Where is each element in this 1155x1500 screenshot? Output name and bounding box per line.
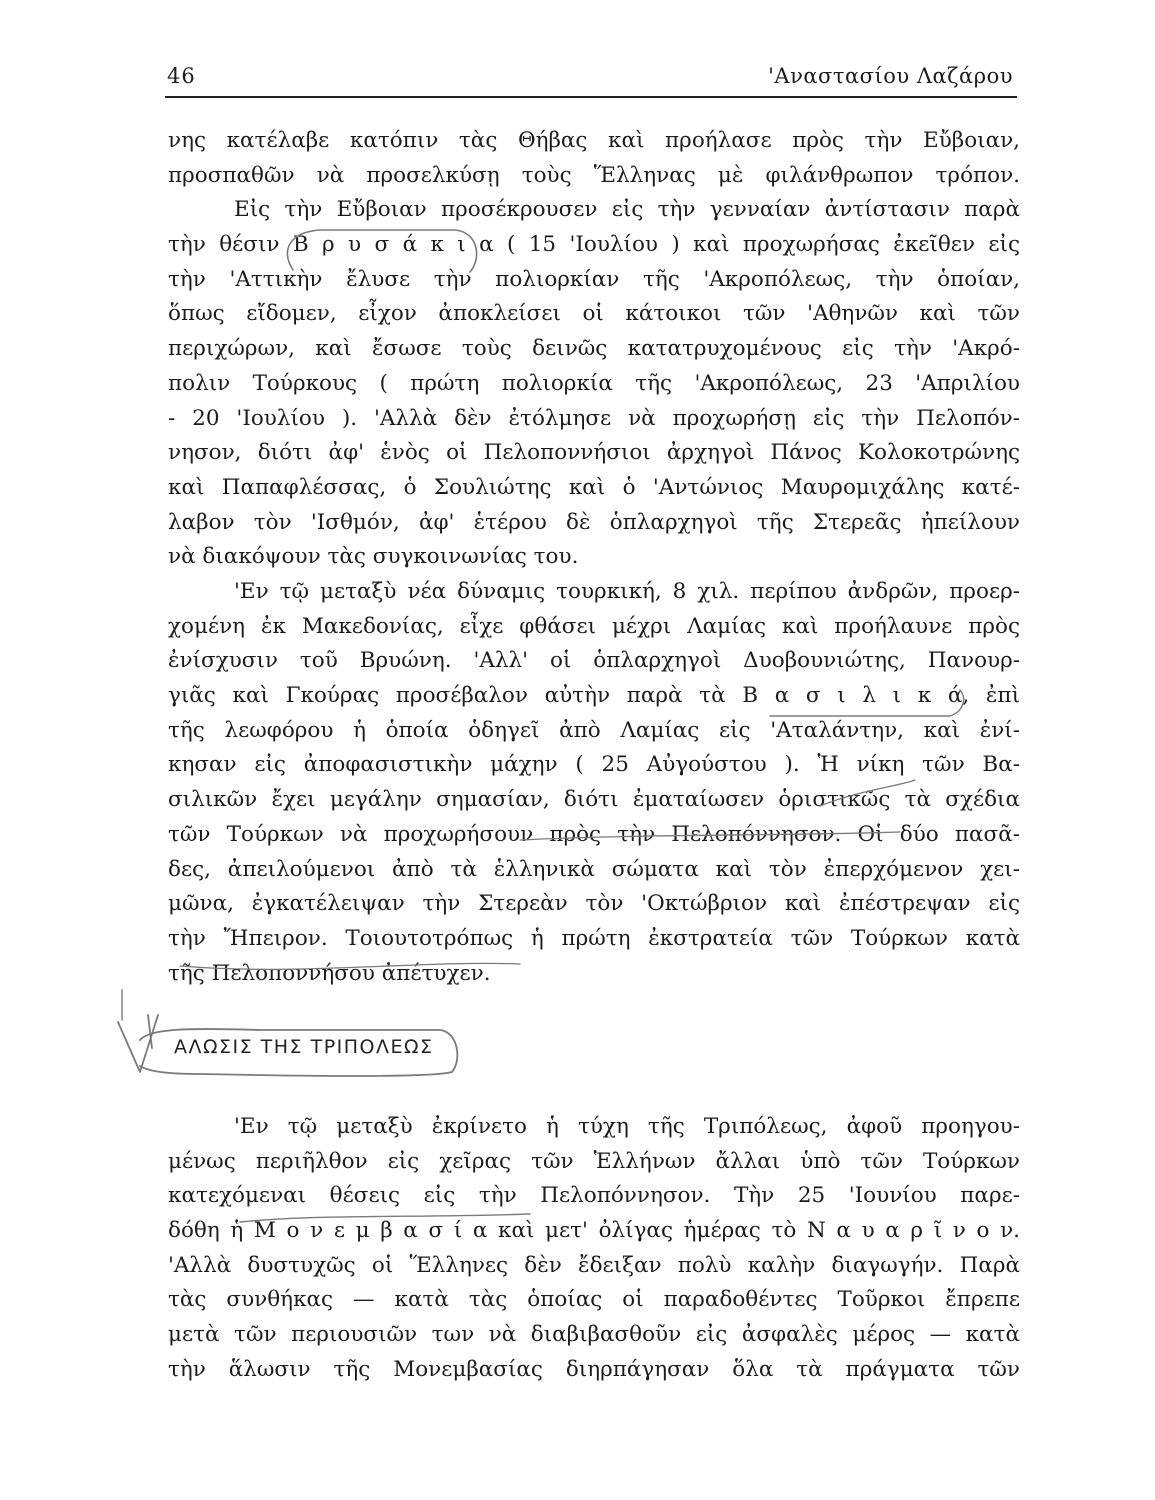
- text-line: σιλικῶν ἔχει μεγάλην σημασίαν, διότι ἐματαίωσεν ὁριστικῶς τὰ σχέδια: [168, 787, 1020, 813]
- paragraph-3: [168, 1110, 1020, 1388]
- text-line: 'Εν τῷ μεταξὺ ἐκρίνετο ἡ τύχη τῆς Τριπόλεως, ἀφοῦ προηγου-: [234, 1114, 1020, 1139]
- text-line: τὰς συνθήκας — κατὰ τὰς ὁποίας οἱ παραδοθέντες Τοῦρκοι ἔπρεπε: [168, 1287, 1020, 1313]
- text-line: καὶ Παπαφλέσσας, ὁ Σουλιώτης καὶ ὁ 'Αντώνιος Μαυρομιχάλης κατέ-: [168, 474, 1020, 500]
- text-line: ἐνίσχυσιν τοῦ Βρυώνη. 'Αλλ' οἱ ὁπλαρχηγοὶ Δυοβουνιώτης, Πανουρ-: [168, 648, 1020, 674]
- text-line: τῶν Τούρκων νὰ προχωρήσουν πρὸς τὴν Πελοπόννησον. Οἱ δύο πασᾶ-: [168, 821, 1020, 847]
- text-line: χομένη ἐκ Μακεδονίας, εἶχε φθάσει μέχρι Λαμίας καὶ προήλαυνε πρὸς: [168, 613, 1020, 639]
- pencil-margin-tick: [118, 1015, 158, 1072]
- text-line: πολιν Τούρκους ( πρώτη πολιορκία τῆς 'Ακροπόλεως, 23 'Απριλίου: [168, 370, 1020, 396]
- text-line: - 20 'Ιουλίου ). 'Αλλὰ δὲν ἐτόλμησε νὰ προχωρήσῃ εἰς τὴν Πελοπόν-: [168, 405, 1020, 431]
- text-line: τὴν Ἤπειρον. Τοιουτοτρόπως ἡ πρώτη ἐκστρατεία τῶν Τούρκων κατὰ: [168, 925, 1020, 951]
- text-line: τὴν ἅλωσιν τῆς Μονεμβασίας διηρπάγησαν ὅλα τὰ πράγματα τῶν: [168, 1356, 1020, 1382]
- text-line: τῆς λεωφόρου ἡ ὁποία ὁδηγεῖ ἀπὸ Λαμίας εἰς 'Αταλάντην, καὶ ἐνί-: [168, 717, 1020, 743]
- text-line: δόθη ἡ Μ ο ν ε μ β α σ ί α καὶ μετ' ὀλίγας ἡμέρας τὸ Ν α υ α ρ ῖ ν ο ν.: [168, 1218, 1020, 1244]
- text-line: μῶνα, ἐγκατέλειψαν τὴν Στερεὰν τὸν 'Οκτώβριον καὶ ἐπέστρεψαν εἰς: [168, 891, 1020, 917]
- text-line: νησον, διότι ἀφ' ἑνὸς οἱ Πελοποννήσιοι ἀρχηγοὶ Πάνος Κολοκοτρώνης: [168, 440, 1020, 466]
- text-line: γιᾶς καὶ Γκούρας προσέβαλον αὐτὴν παρὰ τὰ Β α σ ι λ ι κ ά, ἐπὶ: [168, 683, 1020, 709]
- running-title: 'Αναστασίου Λαζάρου: [768, 64, 1013, 88]
- text-line: κησαν εἰς ἀποφασιστικὴν μάχην ( 25 Αὐγούστου ). Ἡ νίκη τῶν Βα-: [168, 752, 1020, 778]
- text-line: δες, ἀπειλούμενοι ἀπὸ τὰ ἑλληνικὰ σώματα καὶ τὸν ἐπερχόμενον χει-: [168, 856, 1020, 882]
- text-line: 'Αλλὰ δυστυχῶς οἱ Ἕλληνες δὲν ἔδειξαν πολὺ καλὴν διαγωγήν. Παρὰ: [168, 1252, 1020, 1278]
- text-line: 'Εν τῷ μεταξὺ νέα δύναμις τουρκική, 8 χιλ. περίπου ἀνδρῶν, προερ-: [234, 579, 1020, 604]
- section-heading: ΑΛΩΣΙΣ ΤΗΣ ΤΡΙΠΟΛΕΩΣ: [174, 1036, 434, 1058]
- text-line: λαβον τὸν 'Ισθμόν, ἀφ' ἑτέρου δὲ ὁπλαρχηγοὶ τῆς Στερεᾶς ἠπείλουν: [168, 509, 1020, 535]
- text-line: τὴν θέσιν Β ρ υ σ ά κ ι α ( 15 'Ιουλίου ) καὶ προχωρήσας ἐκεῖθεν εἰς: [168, 232, 1020, 258]
- paragraph-1: [168, 124, 1020, 575]
- page-number: 46: [167, 64, 196, 88]
- text-line: νὰ διακόψουν τὰς συγκοινωνίας του.: [168, 544, 579, 570]
- text-line: τὴν 'Αττικὴν ἔλυσε τὴν πολιορκίαν τῆς 'Ακροπόλεως, τὴν ὁποίαν,: [168, 266, 1020, 292]
- page-header: [165, 62, 1017, 98]
- text-line: ὅπως εἴδομεν, εἶχον ἀποκλείσει οἱ κάτοικοι τῶν 'Αθηνῶν καὶ τῶν: [168, 301, 1020, 327]
- text-line: προσπαθῶν νὰ προσελκύσῃ τοὺς Ἕλληνας μὲ φιλάνθρωπον τρόπον.: [168, 162, 1020, 188]
- text-line: μετὰ τῶν περιουσιῶν των νὰ διαβιβασθοῦν εἰς ἀσφαλὲς μέρος — κατὰ: [168, 1322, 1020, 1348]
- text-line: τῆς Πελοποννήσου ἀπέτυχεν.: [168, 960, 491, 986]
- text-line: κατεχόμεναι θέσεις εἰς τὴν Πελοπόννησον. Τὴν 25 'Ιουνίου παρε-: [168, 1183, 1020, 1209]
- paragraph-2: [168, 575, 1020, 991]
- text-line: νης κατέλαβε κατόπιν τὰς Θήβας καὶ προήλασε πρὸς τὴν Εὔβοιαν,: [168, 128, 1020, 153]
- text-line: μένως περιῆλθον εἰς χεῖρας τῶν Ἑλλήνων ἄλλαι ὑπὸ τῶν Τούρκων: [168, 1148, 1020, 1174]
- text-line: περιχώρων, καὶ ἔσωσε τοὺς δεινῶς κατατρυχομένους εἰς τὴν 'Ακρό-: [168, 336, 1020, 362]
- text-line: Εἰς τὴν Εὔβοιαν προσέκρουσεν εἰς τὴν γενναίαν ἀντίστασιν παρὰ: [234, 197, 1020, 223]
